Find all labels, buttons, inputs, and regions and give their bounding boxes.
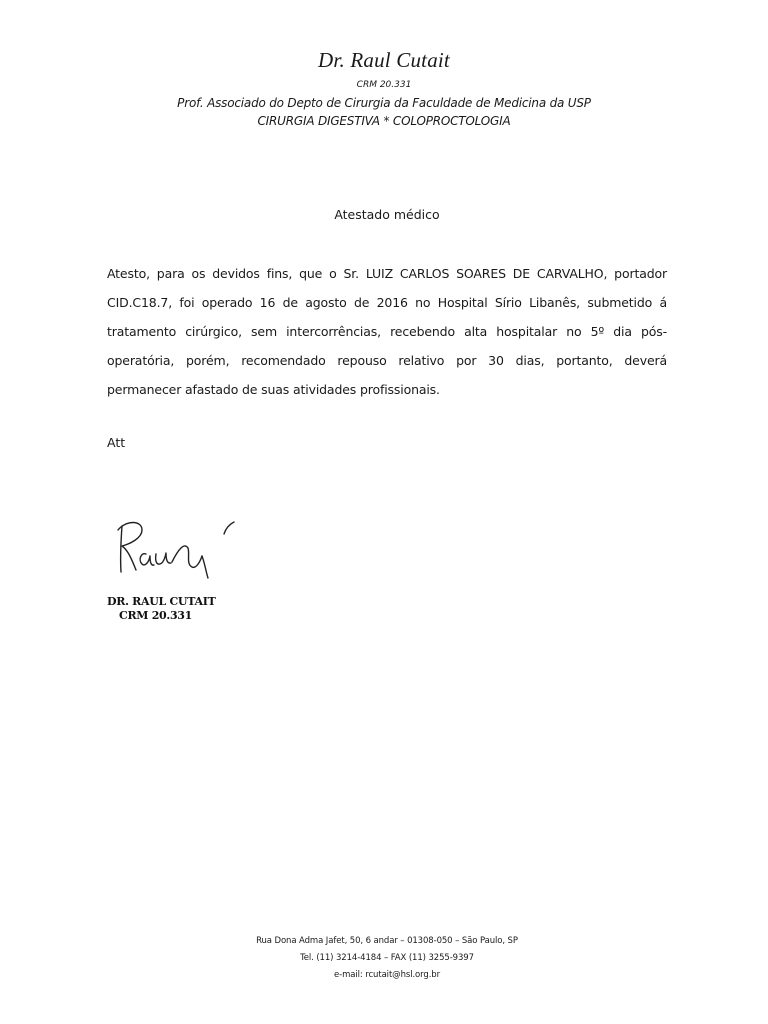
letterhead — [0, 46, 768, 130]
doctor-name: Dr. Raul Cutait — [318, 48, 450, 72]
document-title: Atestado médico — [334, 207, 440, 222]
signatory-name: DR. RAUL CUTAIT — [107, 595, 216, 608]
footer-address: Rua Dona Adma Jafet, 50, 6 andar – 01308-050 – São Paulo, SP — [256, 936, 518, 946]
header-crm: CRM 20.331 — [356, 80, 412, 90]
handwritten-signature — [108, 512, 248, 590]
closing: Att — [107, 435, 126, 450]
affiliation: Prof. Associado do Depto de Cirurgia da Faculdade de Medicina da USP — [177, 96, 591, 110]
certificate-body: Atesto, para os devidos fins, que o Sr. LUIZ CARLOS SOARES DE CARVALHO, portador CID.C18.7, foi operado 16 de agosto de 2016 no Hospital Sírio Libanês, submetido á tratamento cirúrgico, sem intercorrências, recebendo alta hospitalar no 5º dia pós-operatória, porém, recomendado repouso relativo por 30 dias, portanto, deverá permanecer afastado de suas atividades profissionais. — [107, 266, 667, 397]
signatory-crm: CRM 20.331 — [119, 609, 193, 622]
letter-footer — [0, 933, 768, 984]
footer-phone: Tel. (11) 3214-4184 – FAX (11) 3255-9397 — [300, 953, 474, 963]
specialties: CIRURGIA DIGESTIVA * COLOPROCTOLOGIA — [257, 114, 511, 128]
footer-email: e-mail: rcutait@hsl.org.br — [334, 970, 440, 980]
